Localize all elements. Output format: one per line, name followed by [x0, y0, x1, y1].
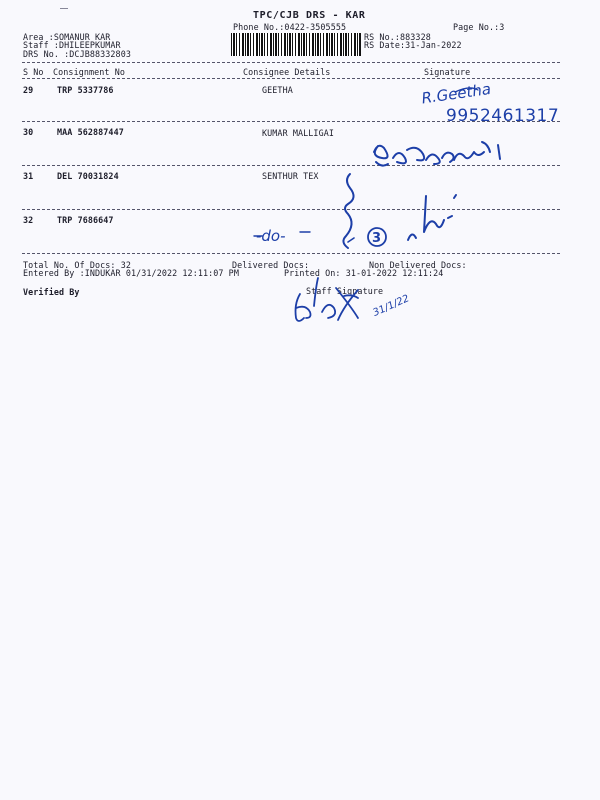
drs-number: DRS No. :DCJB88332803	[23, 49, 131, 59]
row-30-consignee: KUMAR MALLIGAI	[262, 128, 334, 138]
barcode	[231, 33, 361, 56]
row-32-sno: 32	[23, 215, 34, 225]
column-header-sno: S No	[23, 67, 44, 77]
row-30-signature	[374, 142, 500, 166]
entered-by: Entered By :INDUKAR 01/31/2022 12:11:07 PM	[23, 268, 239, 278]
row-29-sno: 29	[23, 85, 34, 95]
column-header-consignment: Consignment No	[53, 67, 125, 77]
row-31-rule	[22, 209, 560, 210]
svg-text:3: 3	[372, 231, 382, 246]
row-32-rule	[22, 253, 560, 254]
scan-mark	[60, 8, 68, 12]
row-30-sno: 30	[23, 127, 34, 137]
row-31-sno: 31	[23, 171, 34, 181]
staff-signature-label: Staff Signature	[306, 286, 384, 296]
total-docs: Total No. Of Docs: 32	[23, 260, 131, 270]
non-delivered-docs: Non Delivered Docs:	[369, 260, 467, 270]
column-header-consignee: Consignee Details	[243, 67, 331, 77]
area-field: Area :SOMANUR KAR	[23, 32, 111, 42]
row-29-signature-name: R.Geetha	[420, 79, 493, 108]
row-32-ditto-mark: -do-	[256, 227, 286, 245]
row-30-rule	[22, 165, 560, 166]
rs-date: RS Date:31-Jan-2022	[364, 40, 462, 50]
row-29-consignment: TRP 5337786	[57, 85, 114, 95]
phone-number: Phone No.:0422-3505555	[233, 22, 347, 32]
document-title: TPC/CJB DRS - KAR	[253, 10, 366, 21]
rs-number: RS No.:883328	[364, 32, 431, 42]
row-32-consignment: TRP 7686647	[57, 215, 114, 225]
column-header-rule	[22, 78, 560, 79]
staff-signature	[296, 278, 359, 321]
row-29-signature-phone: 9952461317	[446, 106, 560, 126]
row-32-circled-number	[368, 228, 386, 246]
verified-by: Verified By	[23, 287, 80, 297]
row-31-consignee: SENTHUR TEX	[262, 171, 319, 181]
row-31-consignment: DEL 70031824	[57, 171, 119, 181]
row-32-signature	[408, 195, 456, 240]
row-29-rule	[22, 121, 560, 122]
ditto-brace	[343, 174, 353, 248]
row-30-consignment: MAA 562887447	[57, 127, 124, 137]
delivered-docs: Delivered Docs:	[232, 260, 310, 270]
printed-on: Printed On: 31-01-2022 12:11:24	[284, 268, 444, 278]
staff-signature-date: 31/1/22	[371, 293, 412, 319]
staff-field: Staff :DHILEEPKUMAR	[23, 40, 121, 50]
column-header-signature: Signature	[424, 67, 471, 77]
header-rule	[22, 62, 560, 63]
page-number: Page No.:3	[453, 22, 505, 32]
row-29-consignee: GEETHA	[262, 85, 293, 95]
